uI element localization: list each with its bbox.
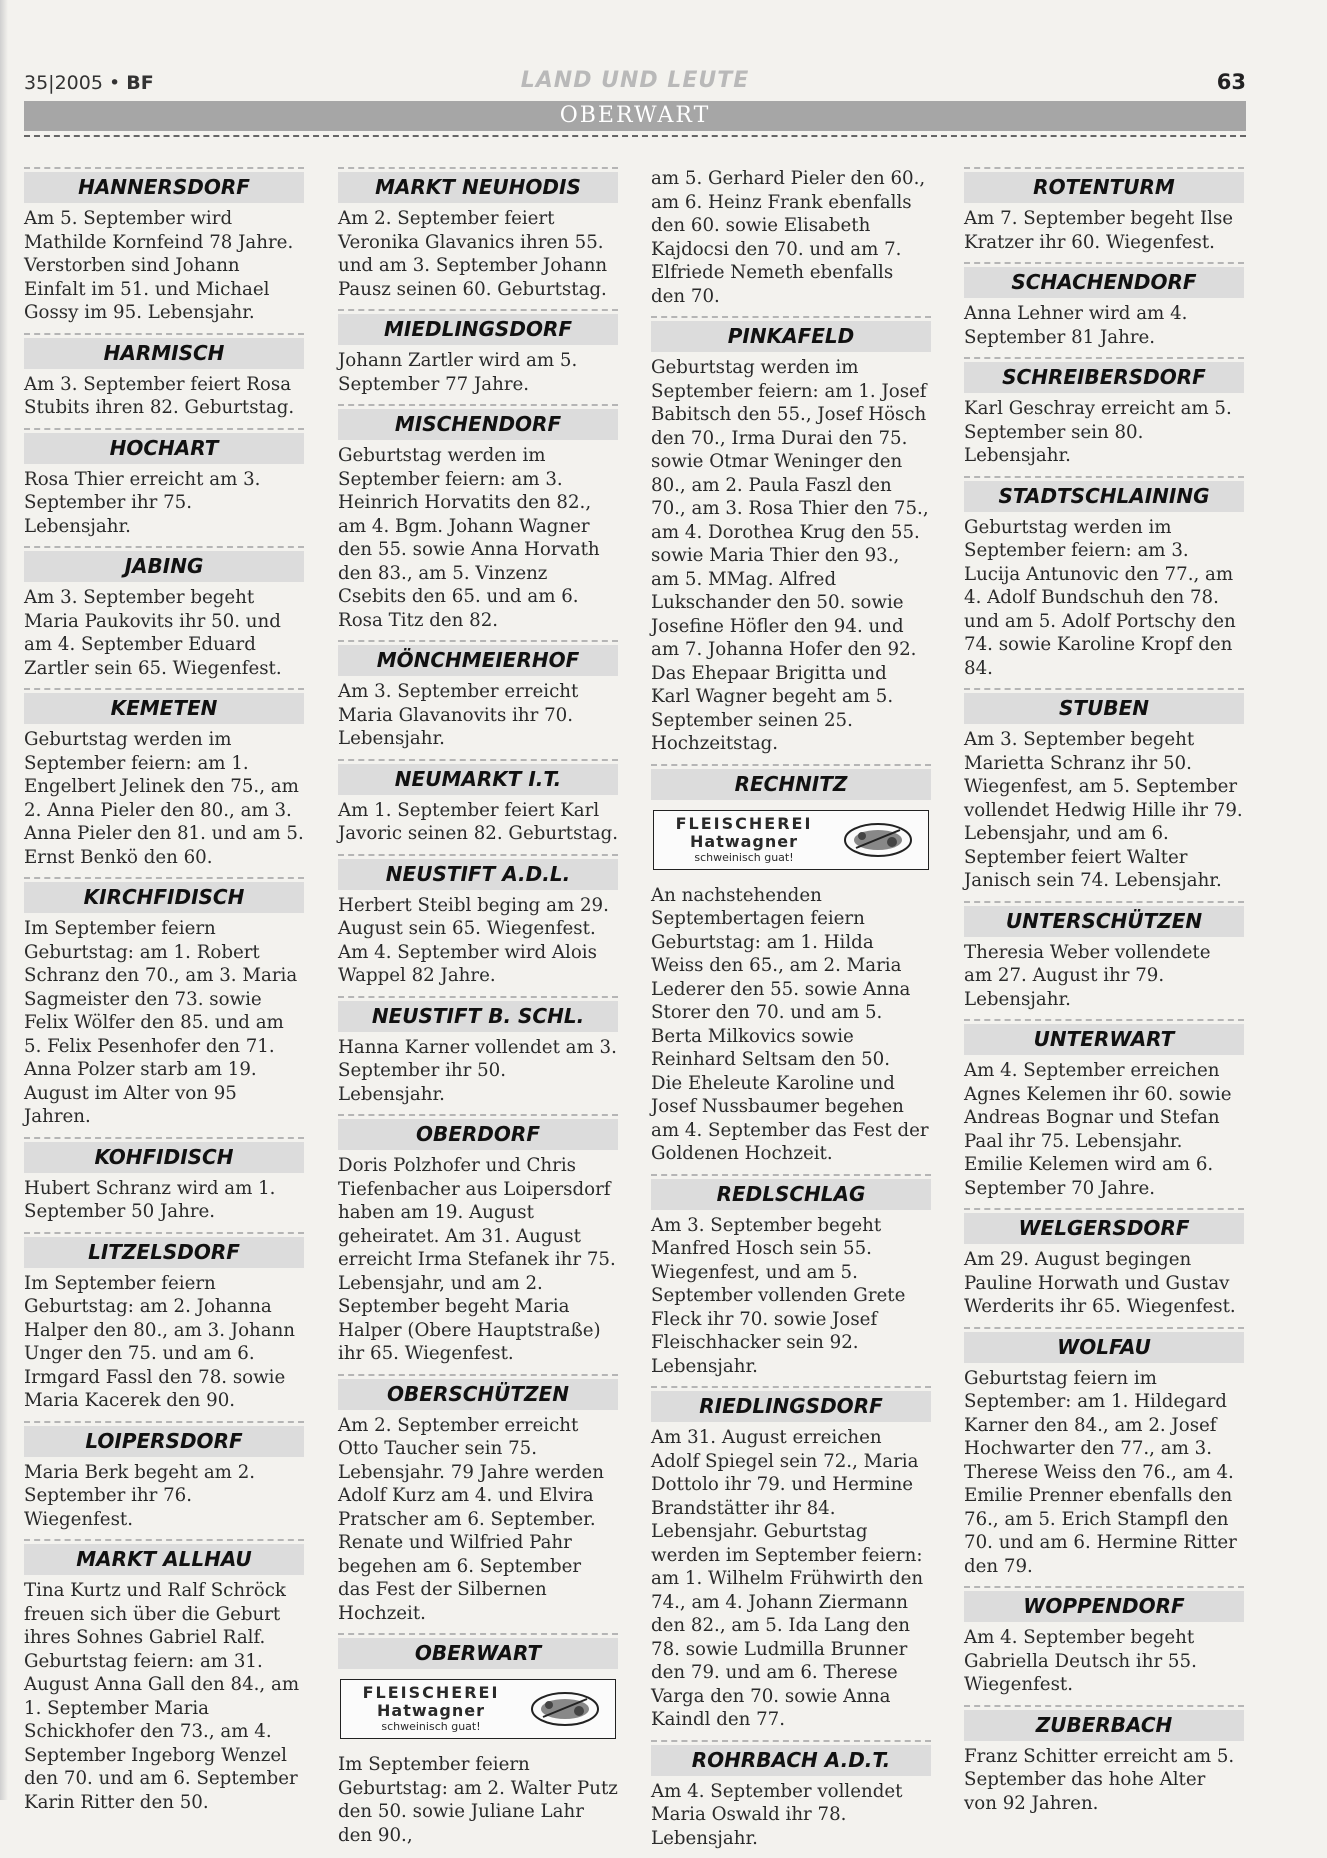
section-body <box>964 302 1244 349</box>
section-header <box>24 428 304 464</box>
paragraph: Am 4. September vollendet Maria Oswald ihr 78. Lebensjahr. <box>651 1780 903 1849</box>
section-body <box>338 349 618 396</box>
section <box>338 309 618 396</box>
ad-text <box>351 1684 511 1734</box>
paragraph: Im September feiern Geburtstag: am 2. Walter Putz den 50. sowie Juliane Lahr den 90., <box>338 1754 618 1846</box>
ad-name: FLEISCHEREI <box>362 1683 500 1702</box>
section-header <box>338 1114 618 1150</box>
section-title: HARMISCH <box>24 338 304 369</box>
section-title: RECHNITZ <box>651 769 931 800</box>
section <box>24 167 304 325</box>
column-3 <box>651 167 931 1858</box>
section-title: STUBEN <box>964 693 1244 724</box>
section-header <box>964 1586 1244 1622</box>
section-title: JABING <box>24 551 304 582</box>
section <box>24 688 304 869</box>
section <box>24 333 304 420</box>
section-body <box>651 884 931 1166</box>
section <box>24 1421 304 1532</box>
paragraph: Am 2. September feiert Veronika Glavanics ihren 55. und am 3. September Johann Pausz seinen 60. Geburtstag. <box>338 208 608 300</box>
ad-text <box>664 815 824 865</box>
section-title: WOPPENDORF <box>964 1591 1244 1622</box>
section <box>24 546 304 680</box>
section-body <box>964 941 1244 1012</box>
paragraph: Am 5. September wird Mathilde Kornfeind 78 Jahre. Verstorben sind Johann Einfalt im 51. und Michael Gossy im 95. Lebensjahr. <box>24 208 294 323</box>
section-body <box>338 1753 618 1847</box>
section <box>651 316 931 756</box>
section-header <box>964 1208 1244 1244</box>
section-header <box>964 357 1244 393</box>
section <box>338 167 618 301</box>
ad-tagline: schweinisch guat! <box>694 850 794 864</box>
section-title: NEUMARKT I.T. <box>338 764 618 795</box>
section-header <box>651 316 931 352</box>
section-body <box>24 1272 304 1413</box>
section <box>338 640 618 751</box>
paragraph: Tina Kurtz und Ralf Schröck freuen sich über die Geburt ihres Sohnes Gabriel Ralf. <box>24 1580 286 1648</box>
paragraph: Am 3. September begeht Marietta Schranz ihr 50. Wiegenfest, am 5. September vollendet Hedwig Hille ihr 79. Lebensjahr, und am 6. September feiert Walter Janisch sein 74. Lebensjahr. <box>964 729 1243 891</box>
section-body <box>338 894 618 988</box>
paragraph: Am 4. September erreichen Agnes Kelemen ihr 60. sowie Andreas Bognar und Stefan Paal ihr 75. Lebensjahr. Emilie Kelemen wird am 6. September 70 Jahre. <box>964 1060 1232 1199</box>
section-body <box>24 586 304 680</box>
paragraph: Herbert Steibl beging am 29. August sein 65. Wiegenfest. Am 4. September wird Alois Wappel 82 Jahre. <box>338 894 609 986</box>
column-1 <box>24 167 304 1822</box>
section <box>651 764 931 1166</box>
ad-name: FLEISCHEREI <box>675 813 813 833</box>
pig-logo-icon <box>529 1689 601 1727</box>
paragraph: Am 3. September begeht Maria Paukovits ihr 50. und am 4. September Eduard Zartler sein 65. Wiegenfest. <box>24 587 282 679</box>
section-body <box>964 207 1244 254</box>
section-title: LOIPERSDORF <box>24 1426 304 1457</box>
section <box>964 901 1244 1012</box>
section-body <box>24 728 304 869</box>
paragraph: Johann Zartler wird am 5. September 77 Jahre. <box>338 350 578 395</box>
section <box>964 1327 1244 1579</box>
section <box>651 167 931 308</box>
section-title: STADTSCHLAINING <box>964 481 1244 512</box>
section <box>964 1705 1244 1816</box>
section <box>338 759 618 846</box>
column-2 <box>338 167 618 1855</box>
section-title: SCHREIBERSDORF <box>964 362 1244 393</box>
section-body <box>964 1367 1244 1579</box>
section <box>651 1386 931 1732</box>
section-title: REDLSCHLAG <box>651 1179 931 1210</box>
section-header <box>338 1374 618 1410</box>
paragraph: Anna Lehner wird am 4. September 81 Jahre. <box>964 303 1188 348</box>
section-header <box>964 1705 1244 1741</box>
section-title: OBERSCHÜTZEN <box>338 1379 618 1410</box>
section-header <box>964 1019 1244 1055</box>
section <box>964 1208 1244 1319</box>
section-title: WELGERSDORF <box>964 1213 1244 1244</box>
paragraph: Am 3. September feiert Rosa Stubits ihren 82. Geburtstag. <box>24 373 295 418</box>
section-body <box>24 1461 304 1532</box>
section-body <box>651 1780 931 1851</box>
section-body <box>24 917 304 1129</box>
paragraph: Am 3. September erreicht Maria Glavanovits ihr 70. Lebensjahr. <box>338 681 579 749</box>
section-title: KOHFIDISCH <box>24 1142 304 1173</box>
section-body <box>24 1579 304 1814</box>
section-title: UNTERWART <box>964 1024 1244 1055</box>
section-header <box>24 1539 304 1575</box>
ad-owner: Hatwagner <box>690 831 798 851</box>
section <box>338 1114 618 1366</box>
paragraph: Das Ehepaar Brigitta und Karl Wagner begeht am 5. September seinen 25. Hochzeitstag. <box>651 662 894 754</box>
section-header <box>24 1421 304 1457</box>
section-header <box>651 764 931 800</box>
section <box>651 1740 931 1851</box>
paragraph: Theresia Weber vollendete am 27. August ihr 79. Lebensjahr. <box>964 941 1211 1010</box>
section-header <box>964 1327 1244 1363</box>
section-title: MIEDLINGSDORF <box>338 314 618 345</box>
publication-name: BF <box>126 72 154 94</box>
section-title: HOCHART <box>24 433 304 464</box>
section-body <box>964 728 1244 893</box>
section-title: WOLFAU <box>964 1332 1244 1363</box>
section-header <box>338 759 618 795</box>
section-body <box>338 207 618 301</box>
section-title: MÖNCHMEIERHOF <box>338 645 618 676</box>
section-header <box>24 1232 304 1268</box>
paragraph: am 5. Gerhard Pieler den 60., am 6. Heinz Frank ebenfalls den 60. sowie Elisabeth Kajdocsi den 70. und am 7. Elfriede Nemeth ebenfalls den 70. <box>651 168 926 307</box>
section <box>338 996 618 1107</box>
section-title: OBERWART <box>338 1638 618 1669</box>
section-header <box>24 546 304 582</box>
section-title: UNTERSCHÜTZEN <box>964 906 1244 937</box>
section-header <box>24 167 304 203</box>
section-header <box>338 1633 618 1669</box>
section-title: LITZELSDORF <box>24 1237 304 1268</box>
section-title: PINKAFELD <box>651 321 931 352</box>
banner-rule <box>24 135 1246 137</box>
section-body <box>964 1626 1244 1697</box>
section <box>964 357 1244 468</box>
section-body <box>964 1745 1244 1816</box>
section-header <box>338 640 618 676</box>
section-header <box>338 404 618 440</box>
paragraph: Am 4. September begeht Gabriella Deutsch ihr 55. Wiegenfest. <box>964 1627 1197 1695</box>
section <box>24 1232 304 1413</box>
ad-tagline: schweinisch guat! <box>381 1720 481 1733</box>
section-header <box>338 854 618 890</box>
paragraph: Geburtstag werden im September feiern: am 3. Heinrich Horvatits den 82., am 4. Bgm. Johann Wagner den 55. sowie Anna Horvath den 83., am 5. Vinzenz Csebits den 65. und am 6. Rosa Titz den 82. <box>338 445 600 631</box>
ad-owner: Hatwagner <box>377 1701 485 1720</box>
paragraph: Geburtstag werden im September feiern: am 3. Lucija Antunovic den 77., am 4. Adolf Bundschuh den 78. und am 5. Adolf Portschy den 74. sowie Karoline Kropf den 84. <box>964 516 1236 679</box>
section-title: MISCHENDORF <box>338 409 618 440</box>
section-title: HANNERSDORF <box>24 172 304 203</box>
section-body <box>651 1426 931 1732</box>
section-header <box>24 333 304 369</box>
section <box>964 1586 1244 1697</box>
section-body <box>964 1059 1244 1200</box>
section-body <box>24 1177 304 1224</box>
section-header <box>24 688 304 724</box>
section-body <box>338 1154 618 1366</box>
paragraph: Renate und Wilfried Pahr begehen am 6. September das Fest der Silbernen Hochzeit. <box>338 1532 582 1624</box>
section <box>24 1539 304 1814</box>
section-title: MARKT NEUHODIS <box>338 172 618 203</box>
paragraph: Karl Geschray erreicht am 5. September sein 80. Lebensjahr. <box>964 398 1232 466</box>
section-title: MARKT ALLHAU <box>24 1544 304 1575</box>
section-body <box>338 1414 618 1626</box>
section-body <box>338 444 618 632</box>
region-title: OBERWART <box>559 103 711 128</box>
section-body <box>24 468 304 539</box>
section <box>964 1019 1244 1200</box>
section-header <box>24 877 304 913</box>
section-header <box>964 476 1244 512</box>
paragraph: Doris Polzhofer und Chris Tiefenbacher aus Loipersdorf haben am 19. August geheiratet. Am 31. August erreicht Irma Stefanek ihr 75. Lebensjahr, und am 2. September begeht Maria Halper (Obere Hauptstraße) ihr 65. Wiegenfest. <box>338 1155 616 1364</box>
section <box>24 1137 304 1224</box>
paragraph: Geburtstag feiern im September: am 1. Hildegard Karner den 84., am 2. Josef Hochwarter den 77., am 3. Therese Weiss den 76., am 4. Emilie Prenner ebenfalls den 76., am 5. Erich Stampfl den 70. und am 6. Hermine Ritter den 79. <box>964 1367 1237 1577</box>
section-body <box>651 356 931 756</box>
paragraph: Hubert Schranz wird am 1. September 50 Jahre. <box>24 1177 276 1222</box>
paragraph: Am 1. September feiert Karl Javoric seinen 82. Geburtstag. <box>338 799 618 844</box>
page-number: 63 <box>1216 70 1246 94</box>
section-title: OBERDORF <box>338 1119 618 1150</box>
section-body <box>338 799 618 846</box>
fleischerei-ad <box>653 810 929 870</box>
section-body <box>338 680 618 751</box>
paragraph: Im September feiern Geburtstag: am 2. Johanna Halper den 80., am 3. Johann Unger den 75. und am 6. Irmgard Fassl den 78. sowie Maria Kacerek den 90. <box>24 1272 296 1411</box>
bullet: • <box>108 72 121 94</box>
paragraph: Rosa Thier erreicht am 3. September ihr 75. Lebensjahr. <box>24 468 261 537</box>
paragraph: Maria Berk begeht am 2. September ihr 76. Wiegenfest. <box>24 1461 256 1530</box>
paragraph: Die Eheleute Karoline und Josef Nussbaumer begehen am 4. September das Fest der Goldenen Hochzeit. <box>651 1072 929 1164</box>
section <box>338 1374 618 1626</box>
section <box>338 854 618 988</box>
section <box>964 476 1244 681</box>
section-title: NEUSTIFT B. SCHL. <box>338 1001 618 1032</box>
paragraph: Geburtstag feiern: am 31. August Anna Gall den 84., am 1. September Maria Schickhofer den 73., am 4. September Ingeborg Wenzel den 70. und am 6. September Karin Ritter den 50. <box>24 1650 300 1813</box>
section <box>651 1174 931 1379</box>
section-title: KEMETEN <box>24 693 304 724</box>
section-body <box>651 1214 931 1379</box>
section-title: ROHRBACH A.D.T. <box>651 1745 931 1776</box>
column-4 <box>964 167 1244 1823</box>
section-title: SCHACHENDORF <box>964 267 1244 298</box>
section-body <box>651 167 931 308</box>
paragraph: Am 3. September begeht Manfred Hosch sein 55. Wiegenfest, und am 5. September vollenden Grete Fleck ihr 70. sowie Josef Fleischhacker sein 92. Lebensjahr. <box>651 1214 906 1377</box>
section <box>964 167 1244 254</box>
section-header <box>24 1137 304 1173</box>
section-title: LAND UND LEUTE <box>520 68 750 93</box>
paragraph: Am 29. August begingen Pauline Horwath und Gustav Werderits ihr 65. Wiegenfest. <box>964 1249 1236 1317</box>
section-body <box>964 1248 1244 1319</box>
section-header <box>651 1740 931 1776</box>
paragraph: Am 31. August erreichen Adolf Spiegel sein 72., Maria Dottolo ihr 79. und Hermine Brandstätter ihr 84. Lebensjahr. Geburtstag werden im September feiern: am 1. Wilhelm Frühwirth den 74., am 4. Johann Ziermann den 82., am 5. Ida Lang den 78. sowie Ludmilla Brunner den 79. und am 6. Therese Varga den 70. sowie Anna Kaindl den 77. <box>651 1427 924 1730</box>
region-banner <box>24 101 1246 131</box>
paragraph: Geburtstag werden im September feiern: am 1. Josef Babitsch den 55., Josef Hösch den 70., Irma Durai den 75. sowie Otmar Weninger den 80., am 2. Paula Faszl den 70., am 3. Rosa Thier den 75., am 4. Dorothea Krug den 55. sowie Maria Thier den 93., am 5. MMag. Alfred Lukschander den 50. sowie Josefine Höfler den 94. und am 7. Johanna Hofer den 92. <box>651 357 929 660</box>
section <box>964 688 1244 893</box>
paragraph: Hanna Karner vollendet am 3. September ihr 50. Lebensjahr. <box>338 1036 617 1105</box>
pig-logo-icon <box>842 820 914 858</box>
section <box>338 1633 618 1847</box>
section-title: ZUBERBACH <box>964 1710 1244 1741</box>
issue-number: 35|2005 <box>24 72 103 94</box>
paragraph: An nachstehenden Septembertagen feiern Geburtstag: am 1. Hilda Weiss den 65., am 2. Maria Lederer den 55. sowie Anna Storer den 70. und am 5. Berta Milkovics sowie Reinhard Seltsam den 50. <box>651 884 911 1070</box>
section-header <box>338 167 618 203</box>
section-body <box>24 373 304 420</box>
section-header <box>651 1386 931 1422</box>
page-header <box>24 68 1246 98</box>
section-header <box>964 262 1244 298</box>
section-body <box>338 1036 618 1107</box>
section <box>338 404 618 632</box>
paragraph: Franz Schitter erreicht am 5. September das hohe Alter von 92 Jahren. <box>964 1745 1235 1814</box>
section-title: RIEDLINGSDORF <box>651 1391 931 1422</box>
paragraph: Geburtstag werden im September feiern: am 1. Engelbert Jelinek den 75., am 2. Anna Pieler den 80., am 3. Anna Pieler den 81. und am 5. Ernst Benkö den 60. <box>24 729 304 868</box>
section-title: ROTENTURM <box>964 172 1244 203</box>
section <box>24 428 304 539</box>
section-body <box>964 397 1244 468</box>
section-header <box>338 309 618 345</box>
section <box>24 877 304 1129</box>
paragraph: Am 7. September begeht Ilse Kratzer ihr 60. Wiegenfest. <box>964 208 1234 253</box>
section-body <box>964 516 1244 681</box>
section-header <box>338 996 618 1032</box>
section-body <box>24 207 304 325</box>
fleischerei-ad <box>340 1679 616 1739</box>
page-edge <box>0 0 8 1800</box>
section-header <box>964 688 1244 724</box>
section-header <box>964 167 1244 203</box>
section <box>964 262 1244 349</box>
section-title: KIRCHFIDISCH <box>24 882 304 913</box>
section-title: NEUSTIFT A.D.L. <box>338 859 618 890</box>
section-header <box>651 1174 931 1210</box>
paragraph: Anna Polzer starb am 19. August im Alter von 95 Jahren. <box>24 1059 257 1127</box>
paragraph: Im September feiern Geburtstag: am 1. Robert Schranz den 70., am 3. Maria Sagmeister den 73. sowie Felix Wölfer den 85. und am 5. Felix Pesenhofer den 71. <box>24 918 298 1057</box>
paragraph: Am 2. September erreicht Otto Taucher sein 75. Lebensjahr. 79 Jahre werden Adolf Kurz am 4. und Elvira Pratscher am 6. September. <box>338 1414 604 1530</box>
section-header <box>964 901 1244 937</box>
